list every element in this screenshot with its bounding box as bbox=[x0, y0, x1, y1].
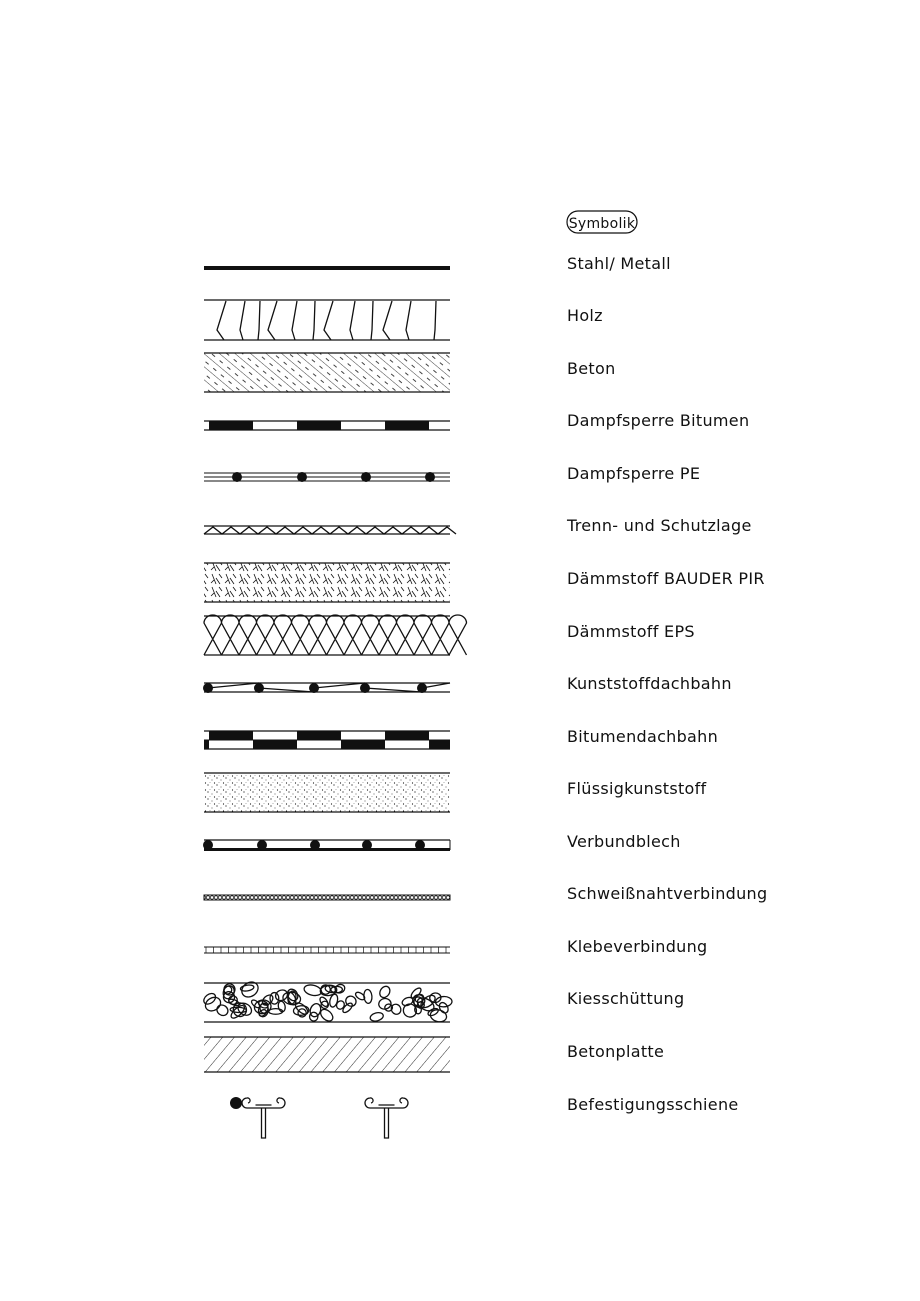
separation-layer-symbol bbox=[204, 526, 456, 534]
gravel-symbol bbox=[202, 979, 452, 1023]
legend-label: Trenn- und Schutzlage bbox=[567, 516, 752, 535]
legend-row-fastening-rail bbox=[230, 1095, 739, 1138]
bitumen-membrane-symbol bbox=[204, 731, 450, 749]
legend-label: Klebeverbindung bbox=[567, 937, 708, 956]
weld-seam-symbol bbox=[204, 895, 450, 900]
legend-label: Betonplatte bbox=[567, 1042, 665, 1061]
fastening-rail-symbol bbox=[230, 1097, 408, 1138]
legend-label: Flüssigkunststoff bbox=[567, 779, 707, 798]
legend-row-wood bbox=[204, 300, 603, 340]
plastic-membrane-symbol bbox=[203, 683, 450, 693]
legend-label: Holz bbox=[567, 306, 603, 325]
vapor-barrier-bitumen-symbol bbox=[204, 421, 450, 430]
legend-row-steel bbox=[204, 254, 671, 273]
legend-title: Symbolik bbox=[568, 216, 636, 232]
legend-row-vapor-barrier-bitumen bbox=[204, 411, 749, 430]
legend-row-weld-seam bbox=[204, 884, 767, 903]
legend-label: Bitumendachbahn bbox=[567, 727, 719, 746]
legend-row-concrete-slab bbox=[204, 1037, 664, 1072]
steel-symbol bbox=[204, 266, 450, 270]
legend-label: Dämmstoff EPS bbox=[567, 622, 695, 641]
legend-row-concrete bbox=[204, 353, 616, 392]
legend-label: Kiesschüttung bbox=[567, 989, 685, 1008]
legend-row-adhesive-joint bbox=[204, 937, 708, 956]
wood-symbol bbox=[204, 300, 450, 340]
insulation-pir-symbol bbox=[204, 563, 450, 602]
legend-row-composite-sheet bbox=[203, 832, 681, 851]
adhesive-joint-symbol bbox=[204, 947, 450, 953]
legend-label: Dämmstoff BAUDER PIR bbox=[567, 569, 765, 588]
legend-row-plastic-membrane bbox=[203, 674, 732, 693]
legend-label: Befestigungsschiene bbox=[567, 1095, 739, 1114]
legend-label: Verbundblech bbox=[567, 832, 681, 851]
legend-row-gravel bbox=[202, 979, 685, 1023]
composite-sheet-symbol bbox=[203, 840, 450, 851]
vapor-barrier-pe-symbol bbox=[204, 472, 450, 482]
legend-label: Dampfsperre PE bbox=[567, 464, 701, 483]
legend-row-bitumen-membrane bbox=[204, 727, 718, 749]
legend-title-badge bbox=[567, 211, 637, 233]
legend-row-liquid-plastic bbox=[204, 773, 707, 812]
legend-row-separation-layer bbox=[204, 516, 752, 535]
concrete-symbol bbox=[204, 353, 450, 392]
legend-row-insulation-eps bbox=[204, 615, 695, 655]
legend-label: Schweißnahtverbindung bbox=[567, 884, 768, 903]
legend-row-vapor-barrier-pe bbox=[204, 464, 700, 483]
legend-label: Stahl/ Metall bbox=[567, 254, 671, 273]
legend-row-insulation-pir bbox=[204, 563, 765, 602]
legend-label: Beton bbox=[567, 359, 616, 378]
concrete-slab-symbol bbox=[204, 1037, 450, 1072]
legend-label: Kunststoffdachbahn bbox=[567, 674, 732, 693]
legend-label: Dampfsperre Bitumen bbox=[567, 411, 750, 430]
liquid-plastic-symbol bbox=[204, 773, 450, 812]
insulation-eps-symbol bbox=[204, 615, 467, 655]
